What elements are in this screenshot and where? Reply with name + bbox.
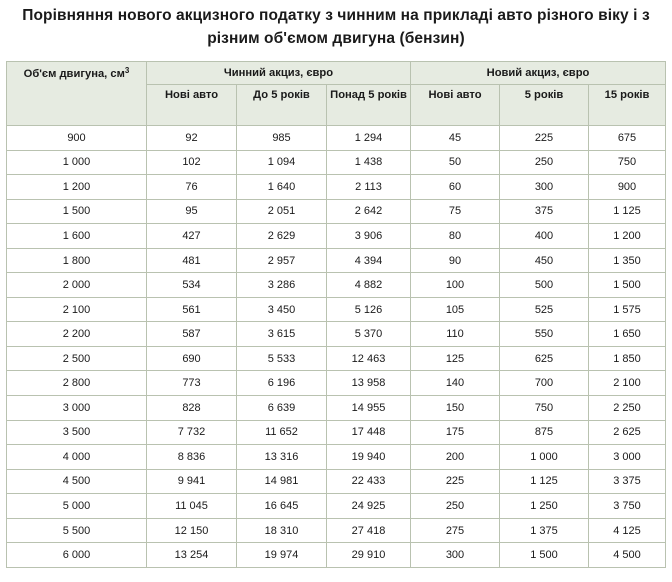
cell-current-over-5-years: 1 294 (327, 126, 411, 151)
cell-current-over-5-years: 12 463 (327, 346, 411, 371)
cell-current-new-cars: 7 732 (147, 420, 237, 445)
cell-current-up-to-5-years: 11 652 (237, 420, 327, 445)
new-5-years-header: 5 років (500, 85, 589, 126)
cell-new-new-cars: 300 (411, 543, 500, 568)
table-row (7, 396, 666, 421)
cell-current-up-to-5-years: 18 310 (237, 518, 327, 543)
cell-new-5-years: 1 250 (500, 494, 589, 519)
cell-current-up-to-5-years: 19 974 (237, 543, 327, 568)
cell-engine-volume: 2 000 (7, 273, 147, 298)
cell-current-new-cars: 773 (147, 371, 237, 396)
table-row (7, 518, 666, 543)
cell-new-15-years: 1 500 (589, 273, 666, 298)
cell-current-over-5-years: 5 126 (327, 297, 411, 322)
cell-current-up-to-5-years: 6 639 (237, 396, 327, 421)
table-row (7, 175, 666, 200)
cell-new-15-years: 2 250 (589, 396, 666, 421)
cell-new-5-years: 750 (500, 396, 589, 421)
cell-current-over-5-years: 2 113 (327, 175, 411, 200)
cell-new-new-cars: 75 (411, 199, 500, 224)
current-up-to-5-years-header: До 5 років (237, 85, 327, 126)
cell-new-new-cars: 225 (411, 469, 500, 494)
cell-new-new-cars: 250 (411, 494, 500, 519)
table-row (7, 273, 666, 298)
table-row (7, 371, 666, 396)
cell-new-new-cars: 125 (411, 346, 500, 371)
cell-new-5-years: 700 (500, 371, 589, 396)
table-row (7, 322, 666, 347)
cell-engine-volume: 3 000 (7, 396, 147, 421)
cell-engine-volume: 1 500 (7, 199, 147, 224)
cell-new-5-years: 1 500 (500, 543, 589, 568)
cell-new-5-years: 450 (500, 248, 589, 273)
cell-new-5-years: 525 (500, 297, 589, 322)
table-row (7, 126, 666, 151)
cell-engine-volume: 900 (7, 126, 147, 151)
current-excise-header: Чинний акциз, євро (147, 62, 411, 85)
cell-engine-volume: 4 000 (7, 445, 147, 470)
cell-new-15-years: 750 (589, 150, 666, 175)
table-row (7, 494, 666, 519)
cell-new-15-years: 675 (589, 126, 666, 151)
cell-new-new-cars: 150 (411, 396, 500, 421)
cell-current-over-5-years: 19 940 (327, 445, 411, 470)
cell-new-new-cars: 50 (411, 150, 500, 175)
cell-new-15-years: 4 500 (589, 543, 666, 568)
cell-current-up-to-5-years: 2 051 (237, 199, 327, 224)
cell-new-5-years: 250 (500, 150, 589, 175)
cell-new-15-years: 2 625 (589, 420, 666, 445)
cell-current-over-5-years: 2 642 (327, 199, 411, 224)
cell-current-up-to-5-years: 1 640 (237, 175, 327, 200)
table-row (7, 420, 666, 445)
cell-current-new-cars: 561 (147, 297, 237, 322)
cell-current-up-to-5-years: 3 286 (237, 273, 327, 298)
cell-new-5-years: 400 (500, 224, 589, 249)
cell-current-over-5-years: 27 418 (327, 518, 411, 543)
cell-current-new-cars: 92 (147, 126, 237, 151)
cell-current-over-5-years: 24 925 (327, 494, 411, 519)
cell-new-15-years: 1 850 (589, 346, 666, 371)
cell-current-over-5-years: 13 958 (327, 371, 411, 396)
cell-current-up-to-5-years: 6 196 (237, 371, 327, 396)
cell-current-new-cars: 427 (147, 224, 237, 249)
new-new-cars-header: Нові авто (411, 85, 500, 126)
table-row (7, 224, 666, 249)
cell-current-new-cars: 11 045 (147, 494, 237, 519)
cell-new-15-years: 1 125 (589, 199, 666, 224)
table-body (7, 126, 666, 568)
cell-new-5-years: 225 (500, 126, 589, 151)
cell-current-new-cars: 12 150 (147, 518, 237, 543)
cell-current-new-cars: 587 (147, 322, 237, 347)
table-row (7, 543, 666, 568)
cell-engine-volume: 1 600 (7, 224, 147, 249)
cell-engine-volume: 2 100 (7, 297, 147, 322)
cell-new-new-cars: 60 (411, 175, 500, 200)
cell-current-up-to-5-years: 985 (237, 126, 327, 151)
cell-new-15-years: 3 375 (589, 469, 666, 494)
cell-new-new-cars: 175 (411, 420, 500, 445)
cell-new-5-years: 1 000 (500, 445, 589, 470)
cell-current-up-to-5-years: 5 533 (237, 346, 327, 371)
cell-engine-volume: 4 500 (7, 469, 147, 494)
cell-engine-volume: 6 000 (7, 543, 147, 568)
cell-engine-volume: 2 500 (7, 346, 147, 371)
cell-new-15-years: 1 650 (589, 322, 666, 347)
cell-current-up-to-5-years: 1 094 (237, 150, 327, 175)
table-row (7, 248, 666, 273)
cell-current-up-to-5-years: 3 450 (237, 297, 327, 322)
cell-current-up-to-5-years: 2 957 (237, 248, 327, 273)
volume-column-header: Об'єм двигуна, $см^3$ (7, 62, 147, 126)
cell-new-5-years: 500 (500, 273, 589, 298)
cell-current-over-5-years: 14 955 (327, 396, 411, 421)
cell-new-5-years: 550 (500, 322, 589, 347)
cell-new-5-years: 300 (500, 175, 589, 200)
new-excise-header: Новий акциз, євро (411, 62, 666, 85)
cell-new-5-years: 375 (500, 199, 589, 224)
table-row (7, 346, 666, 371)
cell-new-new-cars: 80 (411, 224, 500, 249)
cell-new-5-years: 1 375 (500, 518, 589, 543)
cell-new-5-years: 625 (500, 346, 589, 371)
cell-current-new-cars: 102 (147, 150, 237, 175)
table-row (7, 297, 666, 322)
new-15-years-header: 15 років (589, 85, 666, 126)
cell-new-new-cars: 275 (411, 518, 500, 543)
cell-engine-volume: 2 800 (7, 371, 147, 396)
table-header (7, 62, 666, 126)
cell-new-15-years: 4 125 (589, 518, 666, 543)
table-row (7, 199, 666, 224)
cell-new-15-years: 1 200 (589, 224, 666, 249)
cell-current-new-cars: 534 (147, 273, 237, 298)
cell-engine-volume: 5 000 (7, 494, 147, 519)
cell-new-new-cars: 105 (411, 297, 500, 322)
cell-engine-volume: 3 500 (7, 420, 147, 445)
cell-current-new-cars: 9 941 (147, 469, 237, 494)
cell-new-15-years: 3 000 (589, 445, 666, 470)
cell-new-15-years: 2 100 (589, 371, 666, 396)
cell-new-5-years: 1 125 (500, 469, 589, 494)
cell-current-new-cars: 690 (147, 346, 237, 371)
cell-new-15-years: 1 350 (589, 248, 666, 273)
cell-current-new-cars: 8 836 (147, 445, 237, 470)
cell-new-new-cars: 90 (411, 248, 500, 273)
cell-current-over-5-years: 4 394 (327, 248, 411, 273)
cell-current-new-cars: 95 (147, 199, 237, 224)
cell-current-over-5-years: 22 433 (327, 469, 411, 494)
cell-new-new-cars: 100 (411, 273, 500, 298)
cell-current-new-cars: 76 (147, 175, 237, 200)
excise-comparison-table-container (6, 61, 665, 568)
cell-current-new-cars: 828 (147, 396, 237, 421)
table-row (7, 150, 666, 175)
cell-current-new-cars: 13 254 (147, 543, 237, 568)
cell-new-15-years: 1 575 (589, 297, 666, 322)
cell-new-new-cars: 110 (411, 322, 500, 347)
cell-engine-volume: 1 000 (7, 150, 147, 175)
cell-current-over-5-years: 29 910 (327, 543, 411, 568)
cell-current-new-cars: 481 (147, 248, 237, 273)
cell-current-up-to-5-years: 2 629 (237, 224, 327, 249)
cell-current-over-5-years: 5 370 (327, 322, 411, 347)
cell-current-over-5-years: 3 906 (327, 224, 411, 249)
cell-new-new-cars: 200 (411, 445, 500, 470)
cell-engine-volume: 1 800 (7, 248, 147, 273)
page-title: Порівняння нового акцизного податку з чинним на прикладі авто різного віку і з різним об'ємом двигуна (бензин) (22, 7, 650, 47)
cell-current-over-5-years: 1 438 (327, 150, 411, 175)
cell-new-new-cars: 140 (411, 371, 500, 396)
cell-current-up-to-5-years: 13 316 (237, 445, 327, 470)
cell-new-5-years: 875 (500, 420, 589, 445)
cell-new-new-cars: 45 (411, 126, 500, 151)
cell-current-over-5-years: 4 882 (327, 273, 411, 298)
table-row (7, 469, 666, 494)
current-new-cars-header: Нові авто (147, 85, 237, 126)
cell-current-up-to-5-years: 14 981 (237, 469, 327, 494)
cell-current-up-to-5-years: 16 645 (237, 494, 327, 519)
cell-current-over-5-years: 17 448 (327, 420, 411, 445)
table-row (7, 445, 666, 470)
excise-comparison-table (6, 61, 666, 568)
cell-engine-volume: 5 500 (7, 518, 147, 543)
current-over-5-years-header: Понад 5 років (327, 85, 411, 126)
cell-engine-volume: 2 200 (7, 322, 147, 347)
cell-engine-volume: 1 200 (7, 175, 147, 200)
cell-new-15-years: 900 (589, 175, 666, 200)
cell-current-up-to-5-years: 3 615 (237, 322, 327, 347)
cell-new-15-years: 3 750 (589, 494, 666, 519)
